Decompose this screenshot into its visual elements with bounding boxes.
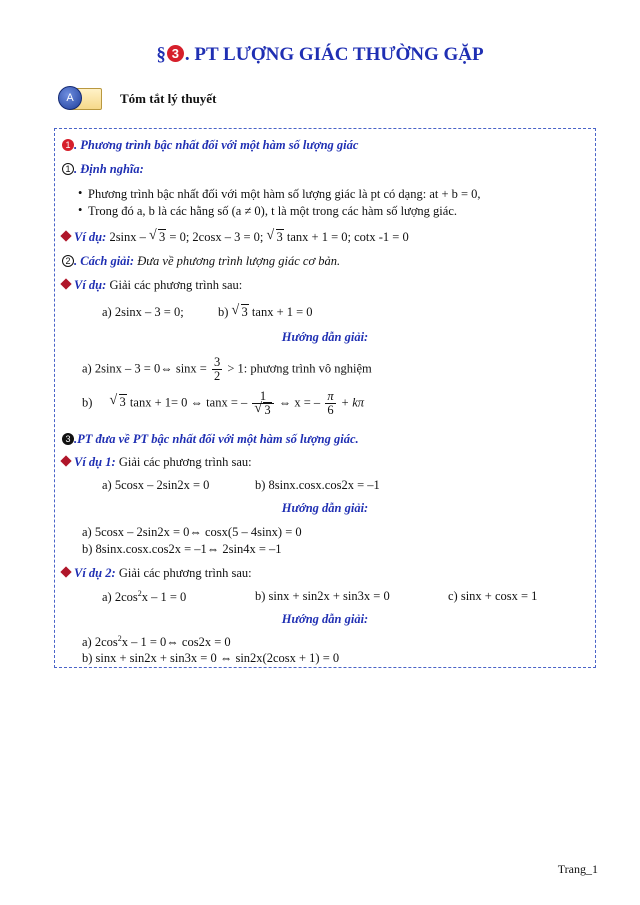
heading-3-text: .PT đưa về PT bậc nhất đối với một hàm số lượng giác. bbox=[74, 432, 359, 446]
sqrt-3 bbox=[149, 230, 166, 245]
equation-part: ⇔ x = – bbox=[278, 395, 321, 410]
section-title: Tóm tắt lý thuyết bbox=[120, 91, 217, 106]
section-symbol: § bbox=[156, 44, 166, 65]
example-0-part: tanx + 1 = 0; cotx -1 = 0 bbox=[286, 230, 409, 244]
equation-part: a) 2cos bbox=[102, 590, 138, 605]
equation-part: tanx + 1 = 0 bbox=[251, 305, 313, 319]
label-b: b) bbox=[82, 395, 93, 410]
title-text: . PT LƯỢNG GIÁC THƯỜNG GẶP bbox=[184, 44, 484, 65]
sqrt-3 bbox=[110, 395, 127, 410]
fraction-pi-6 bbox=[325, 390, 335, 417]
fraction-3-2 bbox=[212, 356, 222, 383]
numerator: π bbox=[327, 389, 334, 403]
definition-bullet-1: • Phương trình bậc nhất đối với một hàm số lượng giác là pt có dạng: at + b = 0, bbox=[88, 187, 481, 202]
example-0-part: = 0; 2cosx – 3 = 0; bbox=[169, 230, 264, 244]
equation-part: tanx + 1= 0 ⇔ tanx = – bbox=[129, 395, 248, 410]
example-2-text: Giải các phương trình sau: bbox=[118, 455, 252, 469]
radicand: 3 bbox=[276, 230, 283, 244]
radicand: 3 bbox=[241, 305, 248, 319]
heading-3-number: 3 bbox=[62, 433, 74, 445]
example-2-a: a) 5cosx – 2sin2x = 0 bbox=[102, 478, 210, 492]
badge-letter: A bbox=[58, 86, 82, 110]
example-3-c: c) sinx + cosx = 1 bbox=[448, 589, 538, 603]
hint-heading-2: Hướng dẫn giải: bbox=[281, 501, 369, 515]
diamond-icon bbox=[60, 566, 71, 577]
equation-part: + kπ bbox=[340, 395, 365, 410]
heading-3 bbox=[62, 432, 359, 447]
example-2-b: b) 8sinx.cosx.cos2x = –1 bbox=[255, 478, 380, 492]
method-heading bbox=[62, 254, 340, 269]
example-3-text: Giải các phương trình sau: bbox=[118, 566, 252, 580]
method-number: 2 bbox=[62, 255, 74, 267]
sqrt-3 bbox=[254, 404, 271, 417]
equation-part: x – 1 = 0⇔ cos2x = 0 bbox=[121, 635, 231, 650]
page-title bbox=[0, 44, 640, 66]
example-1-text: Giải các phương trình sau: bbox=[109, 278, 243, 292]
page-footer: Trang_1 bbox=[557, 862, 598, 876]
example-2-label: Ví dụ 1: bbox=[74, 455, 116, 469]
exponent: 2 bbox=[117, 634, 122, 643]
example-3 bbox=[62, 566, 252, 581]
example-1-a: a) 2sinx – 3 = 0; bbox=[102, 305, 184, 319]
solution-1-b bbox=[82, 390, 364, 417]
fraction-1-sqrt3 bbox=[252, 390, 273, 417]
diamond-icon bbox=[60, 455, 71, 466]
solution-2-a: a) 5cosx – 2sin2x = 0⇔ cosx(5 – 4sinx) = 0 bbox=[82, 525, 302, 539]
definition-bullet-2: • Trong đó a, b là các hằng số (a ≠ 0), t là một trong các hàm số lượng giác. bbox=[88, 204, 457, 219]
section-a-badge bbox=[58, 86, 102, 110]
diamond-icon bbox=[60, 278, 71, 289]
label-b: b) bbox=[218, 305, 229, 319]
diamond-icon bbox=[60, 230, 71, 241]
example-3-label: Ví dụ 2: bbox=[74, 566, 116, 580]
method-label: . Cách giải: bbox=[74, 254, 135, 268]
radicand: 3 bbox=[264, 403, 271, 417]
example-1-b bbox=[218, 305, 313, 320]
numerator: 1 bbox=[252, 390, 273, 404]
method-text: Đưa về phương trình lượng giác cơ bản. bbox=[137, 254, 341, 268]
definition-label: . Định nghĩa: bbox=[74, 162, 144, 176]
sqrt-3 bbox=[232, 305, 249, 320]
denominator bbox=[252, 404, 273, 417]
equation-part: > 1: phương trình vô nghiệm bbox=[227, 361, 372, 376]
example-3-a bbox=[102, 589, 186, 605]
solution-3-a bbox=[82, 634, 231, 650]
section-number-badge: 3 bbox=[167, 45, 184, 62]
heading-1-text: . Phương trình bậc nhất đối với một hàm số lượng giác bbox=[74, 138, 359, 152]
radicand: 3 bbox=[119, 395, 126, 410]
definition-number: 1 bbox=[62, 163, 74, 175]
equation-part: a) 2cos bbox=[82, 635, 118, 650]
denominator: 2 bbox=[214, 369, 221, 383]
radicand: 3 bbox=[159, 230, 166, 244]
definition-heading bbox=[62, 162, 144, 177]
equation-part: a) 2sinx – 3 = 0⇔ sinx = bbox=[82, 361, 207, 376]
exponent: 2 bbox=[137, 589, 142, 598]
example-1-label: Ví dụ: bbox=[74, 278, 107, 292]
example-3-b: b) sinx + sin2x + sin3x = 0 bbox=[255, 589, 390, 603]
example-2 bbox=[62, 455, 252, 470]
equation-part: x – 1 = 0 bbox=[141, 590, 187, 605]
heading-1-number: 1 bbox=[62, 139, 74, 151]
heading-1 bbox=[62, 138, 358, 153]
example-0-label: Ví dụ: bbox=[74, 230, 107, 244]
sqrt-3 bbox=[267, 230, 284, 245]
solution-3-b: b) sinx + sin2x + sin3x = 0 ⇔ sin2x(2cosx + 1) = 0 bbox=[82, 651, 340, 665]
solution-1-a bbox=[82, 356, 372, 383]
example-1 bbox=[62, 278, 242, 293]
example-0 bbox=[62, 230, 409, 245]
solution-2-b: b) 8sinx.cosx.cos2x = –1⇔ 2sin4x = –1 bbox=[82, 542, 282, 556]
hint-heading-1: Hướng dẫn giải: bbox=[281, 330, 369, 344]
hint-heading-3: Hướng dẫn giải: bbox=[281, 612, 369, 626]
example-0-part: 2sinx – bbox=[109, 230, 146, 244]
denominator: 6 bbox=[327, 403, 334, 417]
numerator: 3 bbox=[214, 355, 221, 369]
